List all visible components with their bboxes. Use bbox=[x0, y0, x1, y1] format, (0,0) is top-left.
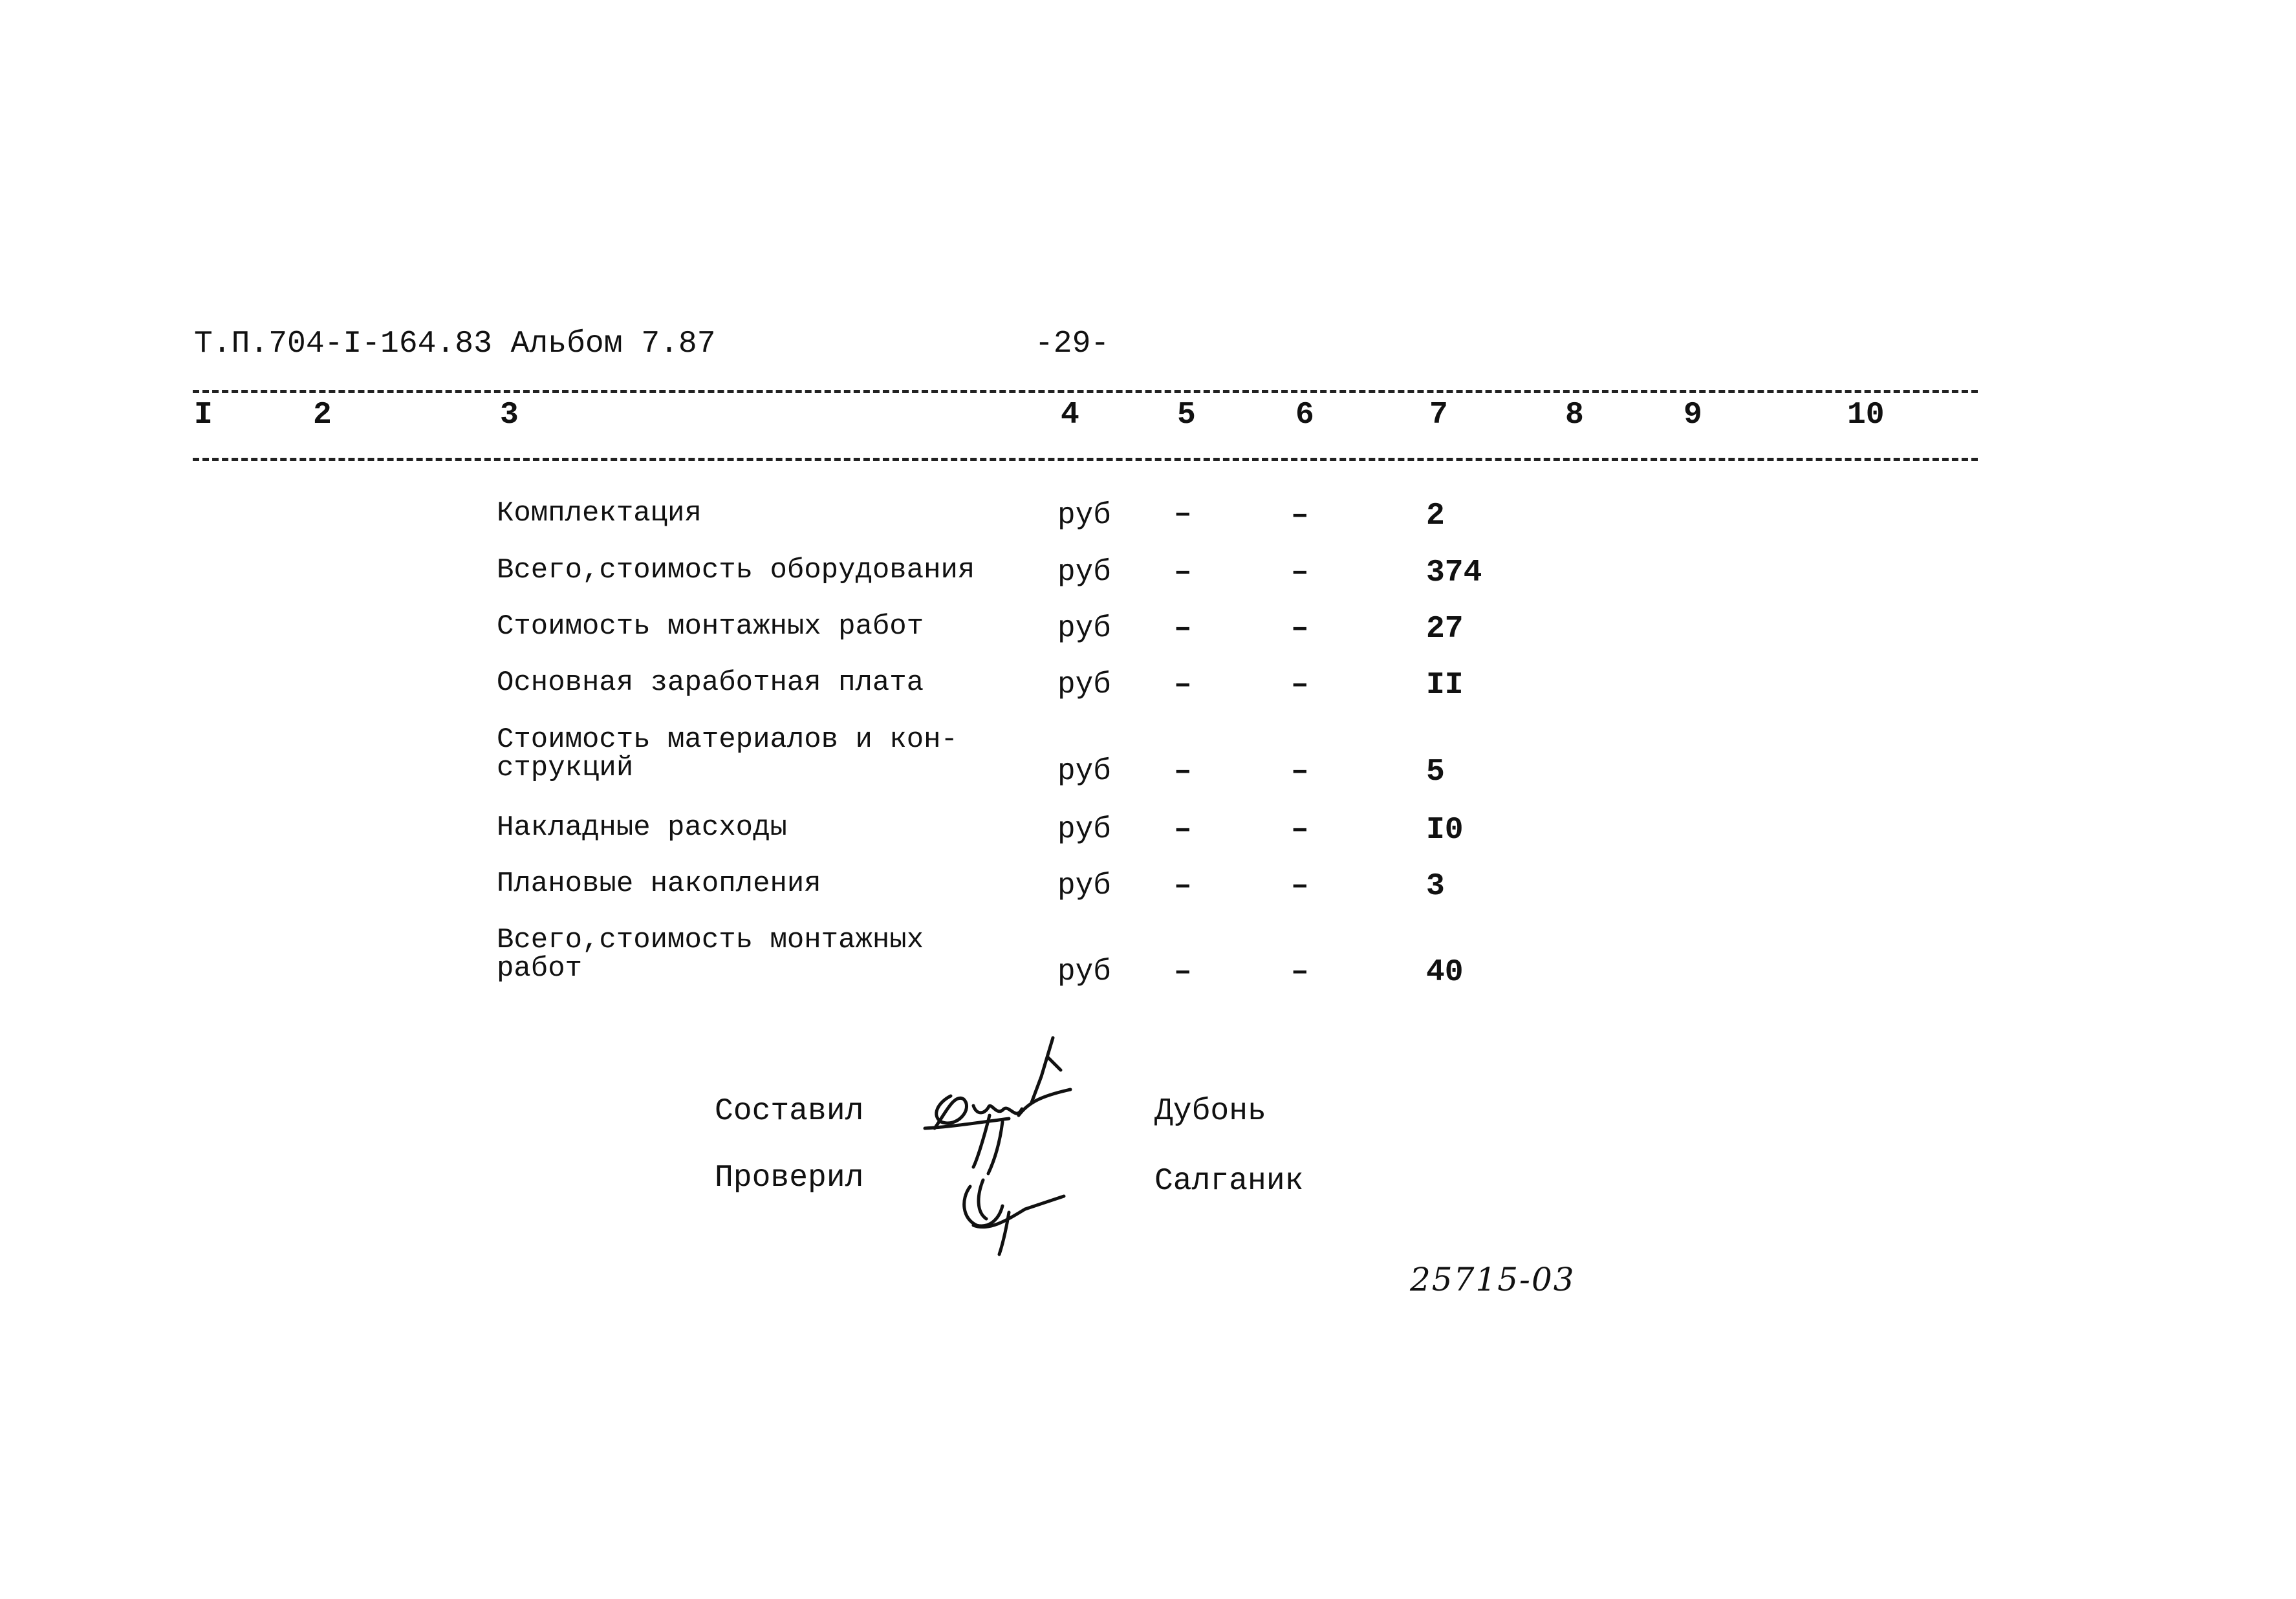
column-number: 4 bbox=[1061, 398, 1079, 433]
row-name: Основная заработная плата bbox=[497, 667, 924, 699]
row-col6: – bbox=[1291, 555, 1309, 589]
column-number: 6 bbox=[1295, 398, 1314, 433]
row-col7-value: I0 bbox=[1426, 813, 1464, 848]
column-number: 7 bbox=[1429, 398, 1448, 433]
row-unit: руб bbox=[1057, 869, 1111, 903]
row-name: Всего,стоимость монтажных работ bbox=[497, 924, 924, 985]
row-name: Стоимость материалов и кон- струкций bbox=[497, 724, 958, 784]
row-col6: – bbox=[1291, 755, 1309, 788]
table-row bbox=[0, 870, 2296, 908]
row-unit: руб bbox=[1057, 555, 1111, 589]
table-row bbox=[0, 669, 2296, 707]
row-name: Плановые накопления bbox=[497, 868, 821, 900]
document-reference: Т.П.704-I-164.83 Альбом 7.87 bbox=[194, 327, 716, 361]
row-unit: руб bbox=[1057, 499, 1111, 532]
column-number: 10 bbox=[1847, 398, 1885, 433]
column-number: 8 bbox=[1565, 398, 1584, 433]
row-col5: – bbox=[1174, 813, 1192, 846]
row-col6: – bbox=[1291, 869, 1309, 903]
row-col5: – bbox=[1174, 869, 1192, 903]
row-col5: – bbox=[1174, 497, 1192, 531]
row-col6: – bbox=[1291, 612, 1309, 645]
table-row bbox=[0, 813, 2296, 852]
row-col7-value: 5 bbox=[1426, 755, 1445, 789]
compiled-by-label: Составил bbox=[715, 1094, 864, 1129]
row-name: Комплектация bbox=[497, 497, 702, 530]
column-number: 2 bbox=[313, 398, 332, 433]
row-col5: – bbox=[1174, 755, 1192, 788]
checked-by-label: Проверил bbox=[715, 1161, 864, 1196]
row-name: Всего,стоимость оборудования bbox=[497, 554, 975, 586]
table-header-rule bbox=[193, 458, 1978, 461]
column-number: I bbox=[194, 398, 213, 433]
table-row bbox=[0, 725, 2296, 797]
row-name: Накладные расходы bbox=[497, 811, 787, 844]
row-col7-value: 40 bbox=[1426, 955, 1464, 990]
row-col5: – bbox=[1174, 555, 1192, 589]
row-col7-value: 27 bbox=[1426, 612, 1464, 647]
row-col7-value: 2 bbox=[1426, 499, 1445, 533]
row-unit: руб bbox=[1057, 813, 1111, 846]
table-row bbox=[0, 926, 2296, 997]
handwritten-signature bbox=[912, 1031, 1106, 1264]
table-top-rule bbox=[193, 390, 1978, 393]
table-row bbox=[0, 612, 2296, 651]
row-col7-value: II bbox=[1426, 668, 1464, 703]
row-name: Стоимость монтажных работ bbox=[497, 610, 924, 643]
compiled-by-name: Дубонь bbox=[1154, 1094, 1266, 1129]
column-number: 5 bbox=[1177, 398, 1196, 433]
page-number: -29- bbox=[1035, 327, 1110, 361]
checked-by-name: Салганик bbox=[1154, 1164, 1304, 1199]
row-col6: – bbox=[1291, 668, 1309, 702]
row-col7-value: 3 bbox=[1426, 869, 1445, 904]
inventory-number: 25715-03 bbox=[1410, 1261, 1576, 1298]
row-unit: руб bbox=[1057, 955, 1111, 989]
row-unit: руб bbox=[1057, 668, 1111, 702]
table-row bbox=[0, 556, 2296, 595]
row-col5: – bbox=[1174, 955, 1192, 989]
row-col6: – bbox=[1291, 955, 1309, 989]
row-unit: руб bbox=[1057, 755, 1111, 788]
table-row bbox=[0, 499, 2296, 538]
column-number: 9 bbox=[1684, 398, 1702, 433]
row-col5: – bbox=[1174, 668, 1192, 702]
row-col7-value: 374 bbox=[1426, 555, 1482, 590]
row-col6: – bbox=[1291, 499, 1309, 532]
row-col5: – bbox=[1174, 612, 1192, 645]
column-number: 3 bbox=[500, 398, 519, 433]
row-unit: руб bbox=[1057, 612, 1111, 645]
row-col6: – bbox=[1291, 813, 1309, 846]
